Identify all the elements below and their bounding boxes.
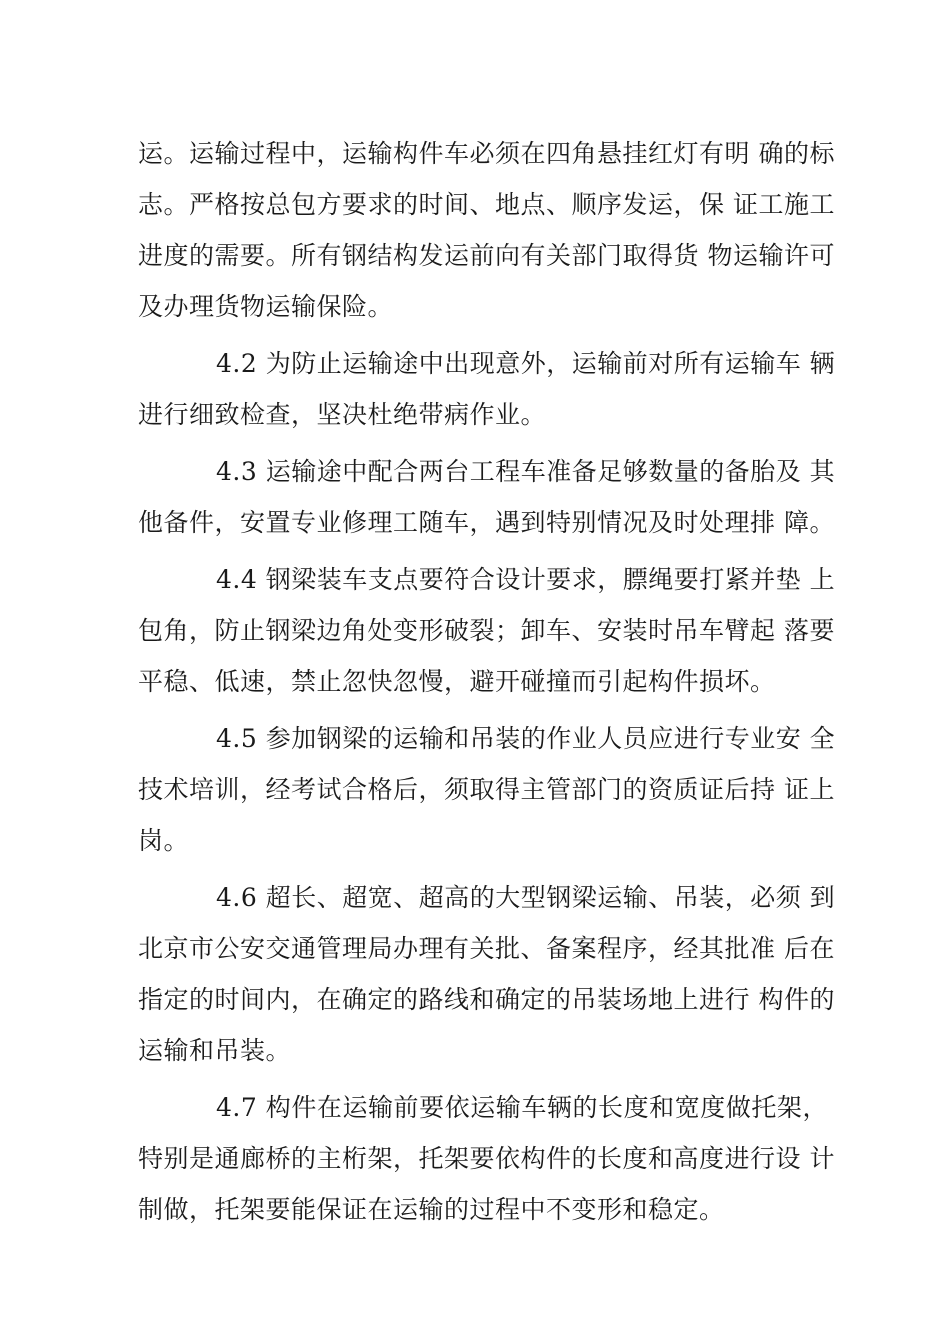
text-line: 及办理货物运输保险。 <box>138 292 394 321</box>
text-line: 岗。 <box>138 826 190 855</box>
text-line: 他备件，安置专业修理工随车，遇到特别情况及时处理排 障。 <box>138 508 835 537</box>
text-line: 指定的时间内，在确定的路线和确定的吊装场地上进行 构件的 <box>138 985 835 1014</box>
text-line: 4.3 运输途中配合两台工程车准备足够数量的备胎及 其 <box>216 457 836 486</box>
paragraph-p-4-3 <box>138 446 836 548</box>
paragraph-p-4-5 <box>138 713 836 866</box>
paragraph-p-4-2 <box>138 338 836 440</box>
text-line: 4.7 构件在运输前要依运输车辆的长度和宽度做托架， <box>216 1093 828 1122</box>
paragraph-p-4-7 <box>138 1082 835 1235</box>
text-line: 4.2 为防止运输途中出现意外，运输前对所有运输车 辆 <box>216 349 836 378</box>
text-line: 运输和吊装。 <box>138 1036 292 1065</box>
text-line: 进度的需要。所有钢结构发运前向有关部门取得货 物运输许可 <box>138 241 835 270</box>
text-line: 特别是通廊桥的主桁架，托架要依构件的长度和高度进行设 计 <box>138 1144 835 1173</box>
document-body <box>138 128 836 1241</box>
text-line: 4.5 参加钢梁的运输和吊装的作业人员应进行专业安 全 <box>216 724 836 753</box>
text-line: 志。严格按总包方要求的时间、地点、顺序发运，保 证工施工 <box>138 190 835 219</box>
text-line: 4.6 超长、超宽、超高的大型钢梁运输、吊装，必须 到 <box>216 883 836 912</box>
text-line: 运。运输过程中，运输构件车必须在四角悬挂红灯有明 确的标 <box>138 139 835 168</box>
text-line: 进行细致检查，坚决杜绝带病作业。 <box>138 400 547 429</box>
paragraph-p-4-6 <box>138 872 836 1076</box>
text-line: 北京市公安交通管理局办理有关批、备案程序，经其批准 后在 <box>138 934 835 963</box>
paragraph-p-4-4 <box>138 554 836 707</box>
text-line: 4.4 钢梁装车支点要符合设计要求，膘绳要打紧并垫 上 <box>216 565 836 594</box>
text-line: 平稳、低速，禁止忽快忽慢，避开碰撞而引起构件损坏。 <box>138 667 776 696</box>
text-line: 制做，托架要能保证在运输的过程中不变形和稳定。 <box>138 1195 725 1224</box>
text-line: 包角，防止钢梁边角处变形破裂；卸车、安装时吊车臂起 落要 <box>138 616 835 645</box>
paragraph-p-cont <box>138 128 835 332</box>
text-line: 技术培训，经考试合格后，须取得主管部门的资质证后持 证上 <box>138 775 835 804</box>
